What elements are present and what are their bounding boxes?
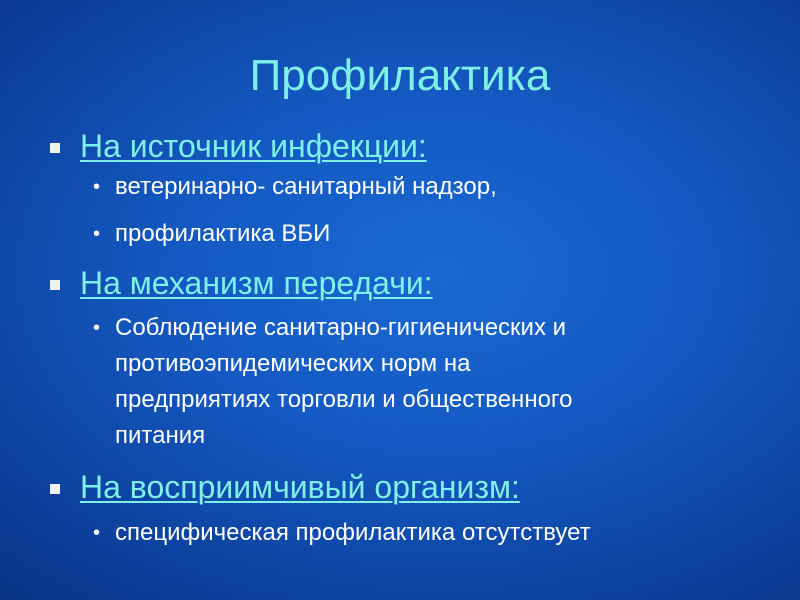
bullet-dot-icon: •	[93, 176, 101, 198]
list-item-text-line: питания	[115, 422, 206, 449]
slide-title: Профилактика	[249, 51, 551, 100]
bullet-dot-icon: •	[93, 223, 101, 245]
list-item-text-line: Соблюдение санитарно-гигиенических и	[115, 314, 567, 341]
square-bullet-icon	[50, 484, 60, 494]
square-bullet-icon	[50, 280, 60, 290]
list-item-text: ветеринарно- санитарный надзор,	[115, 173, 497, 200]
list-item-text: специфическая профилактика отсутствует	[115, 519, 591, 546]
section-heading: На механизм передачи:	[80, 265, 433, 301]
list-item-text: профилактика ВБИ	[115, 220, 331, 247]
section-heading: На восприимчивый организм:	[80, 469, 520, 505]
bullet-dot-icon: •	[93, 317, 101, 339]
square-bullet-icon	[50, 143, 60, 153]
list-item-text-line: противоэпидемических норм на	[115, 350, 471, 377]
bullet-dot-icon: •	[93, 522, 101, 544]
section-heading: На источник инфекции:	[80, 128, 427, 164]
list-item-text-line: предприятиях торговли и общественного	[115, 386, 573, 413]
